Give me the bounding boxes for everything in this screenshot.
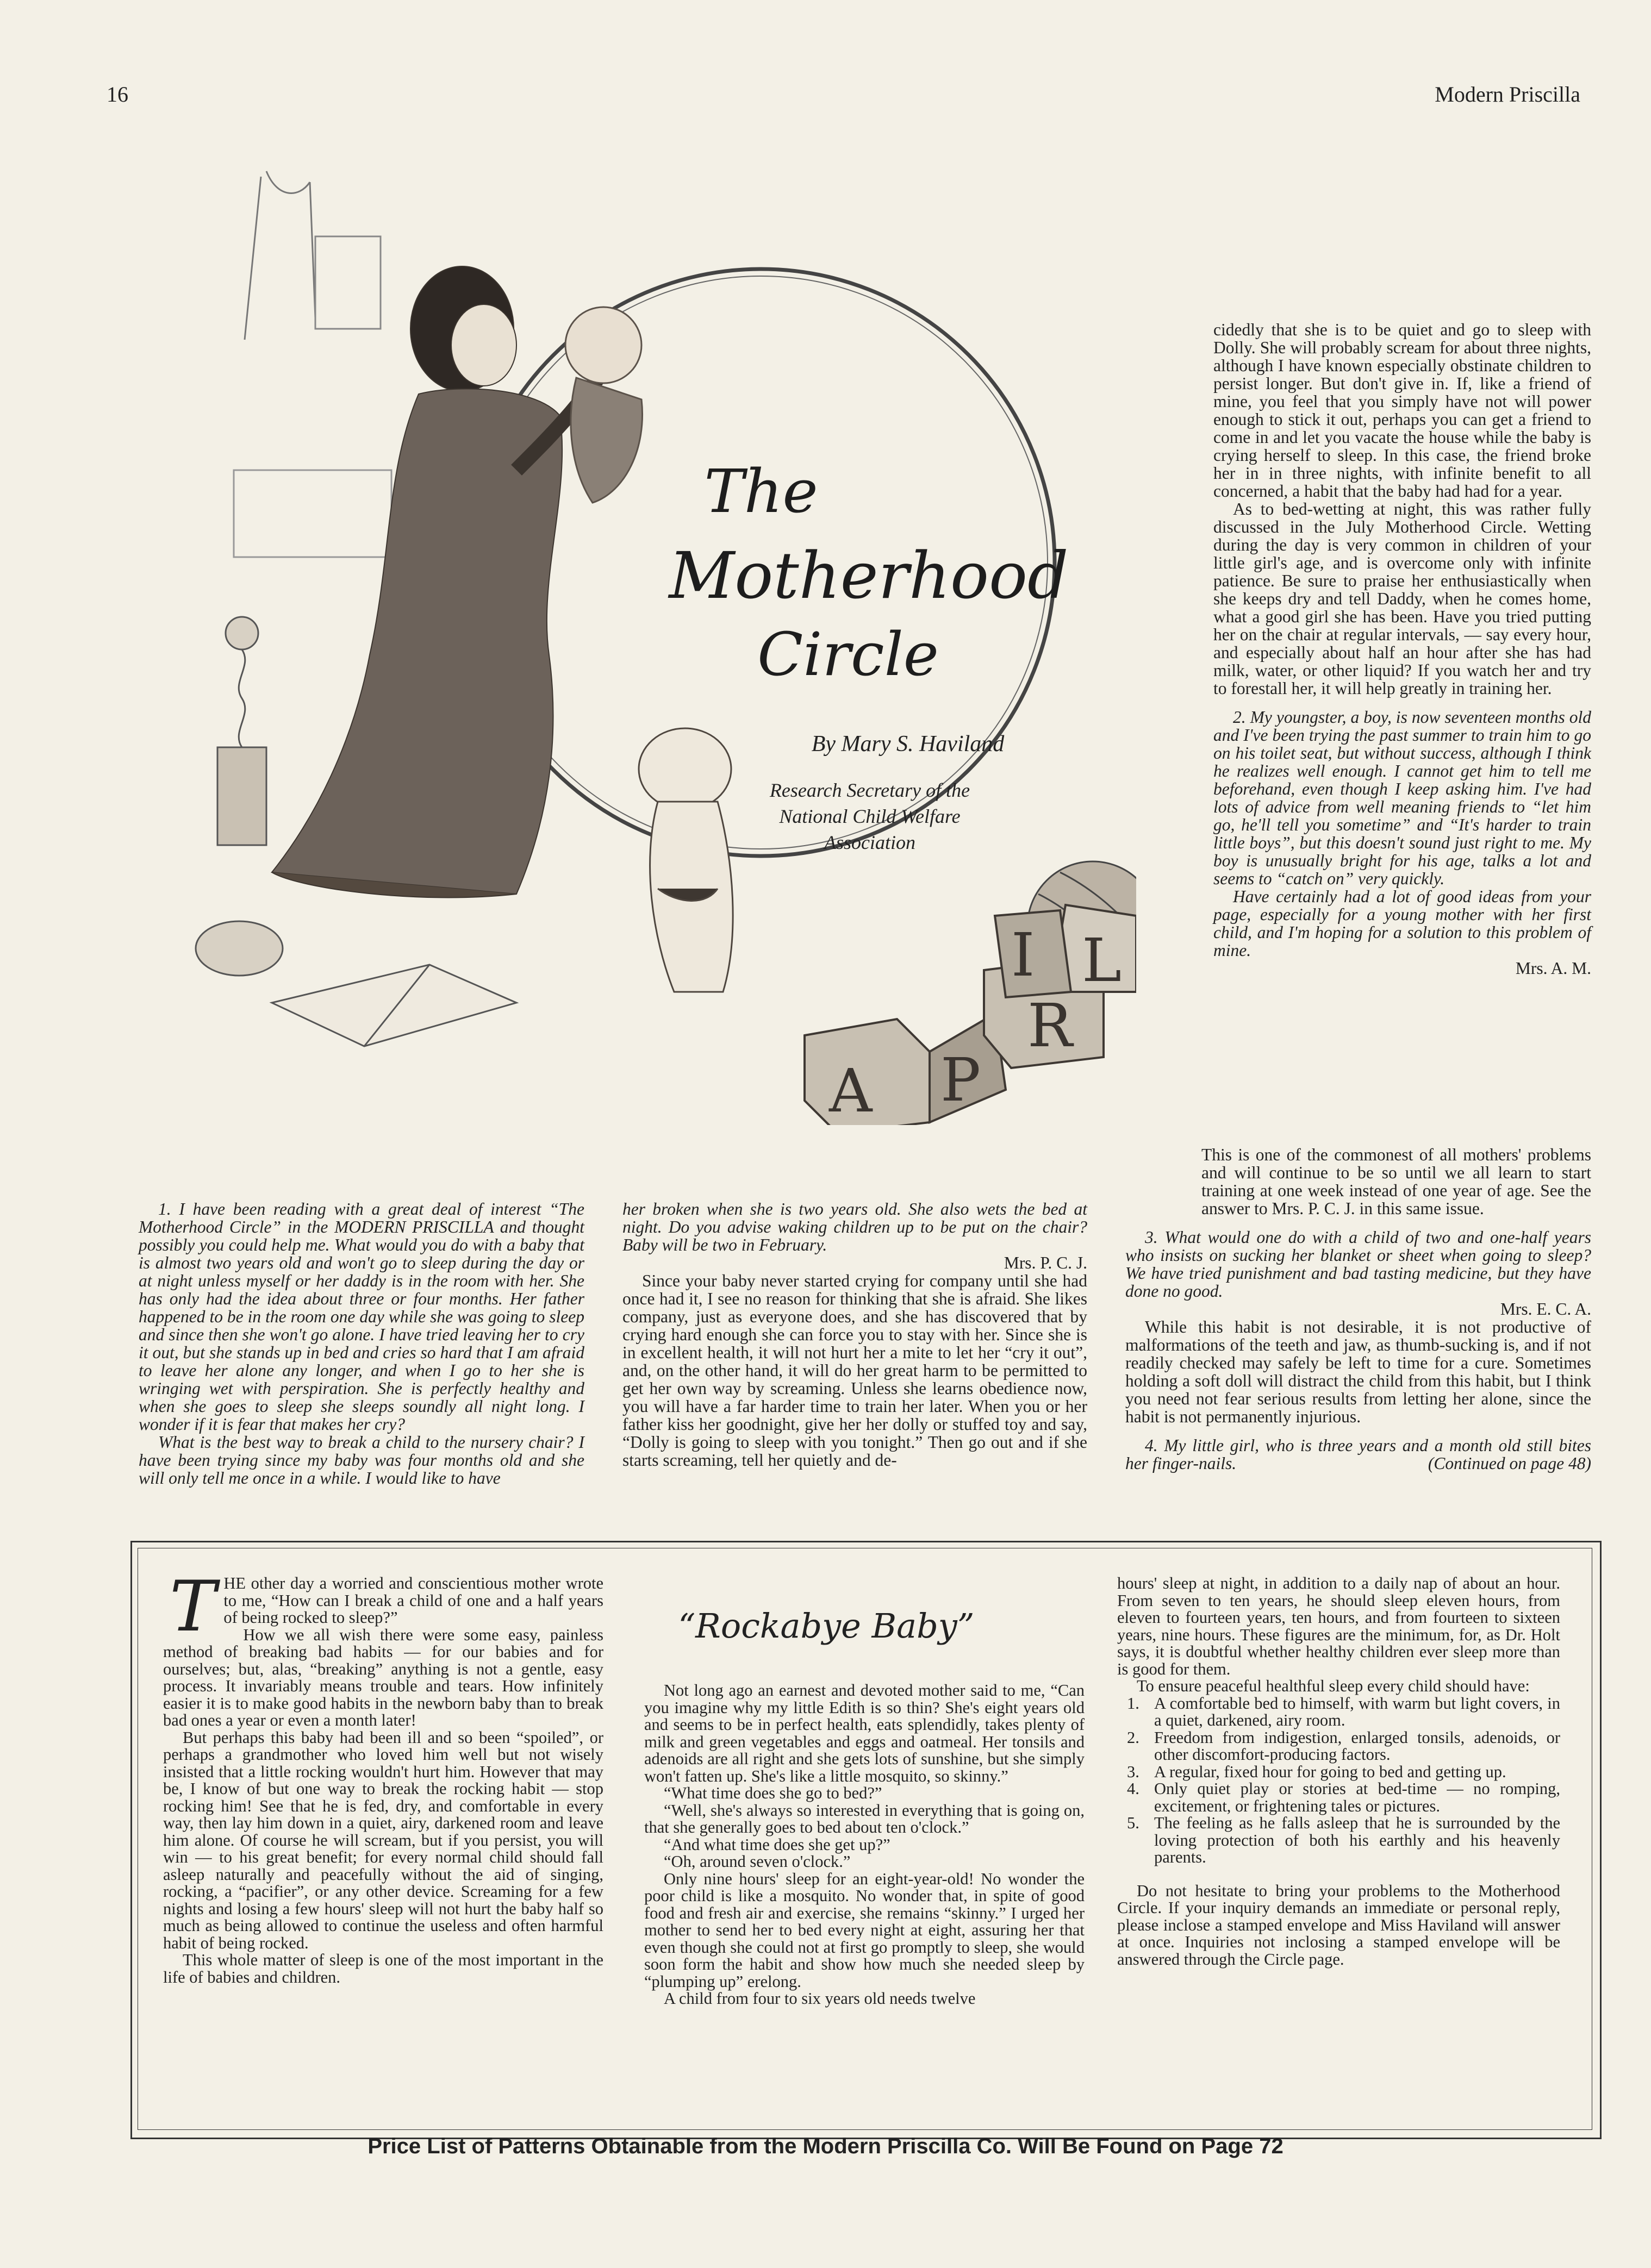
article-column-right: [1213, 321, 1591, 977]
list-number: 1.: [1127, 1694, 1139, 1713]
answer-1: Since your baby never started crying for company until she had once had it, I see no reason for thinking that she is afraid. She likes company, just as everyone does, and she has discovered that by crying hard enough she can force you to stay with her. Since she is in excellent health, it will not hurt her a mite to let her “cry it out”, and, on the other hand, it will do her great harm to be permitted to get her own way by screaming. Unless she learns obedience now, you will have a far harder time to train her later. When you or her father kiss her goodnight, give her her dolly or stuffed toy and say, “Dolly is going to sleep with you tonight.” Then go out and if she starts screaming, tell her quietly and de-: [622, 1271, 1087, 1470]
role-line: Research Secretary of the: [769, 779, 970, 801]
answer-3: While this habit is not desirable, it is not productive of malformations of the teeth and jaw, as thumb-sucking is, and if not readily checked may safely be left to time for a cure. Sometimes holding a soft doll will distract the child from this habit, but I think you need not fear serious results from letting her alone, since the habit is not permanently injurious.: [1125, 1317, 1591, 1426]
box-title: “Rockabye Baby”: [678, 1606, 975, 1646]
magazine-name: Modern Priscilla: [1435, 82, 1580, 107]
footer-notice: Price List of Patterns Obtainable from the Modern Priscilla Co. Will Be Found on Page 72: [367, 2134, 1284, 2158]
title-motherhood: Motherhood: [669, 538, 1069, 613]
title-circle: Circle: [757, 620, 939, 689]
block-letter: A: [829, 1056, 873, 1125]
question-3: 3. What would one do with a child of two and one-half years who insists on sucking her blanket or sheet when going to sleep? We have tried punishment and bad tasting medicine, but they have done no good.: [1125, 1228, 1591, 1301]
box-paragraph: “Oh, around seven o'clock.”: [664, 1852, 851, 1871]
list-text: A comfortable bed to himself, with warm but light covers, in a quiet, darkened, airy room.: [1154, 1694, 1560, 1729]
sleep-needs-list: [1117, 1695, 1560, 1866]
list-item: [1117, 1780, 1560, 1815]
question-1: 1. I have been reading with a great deal of interest “The Motherhood Circle” in the MODERN PRISCILLA and thought possibly you could help me. What would you do with a baby that is almost two years old and won't go to sleep during the day or at night unless myself or her daddy is in the room with her. She has only had the idea about three or four months. Her father happened to be in the room one day while she was going to sleep and since then she won't go alone. I have tried leaving her to cry it out, but she stands up in bed and cries so hard that I am afraid to leave her alone any longer, and when I go to her she is wringing wet with perspiration. She is perfectly healthy and when she goes to sleep she sleeps soundly all night long. I wonder if it is fear that makes her cry?: [139, 1199, 584, 1434]
role-line: Association: [824, 832, 915, 853]
box-paragraph: How we all wish there were some easy, painless method of breaking bad habits — for our babies and for ourselves; but, alas, “breaking” anything is not a gentle, easy process. It invariably means trouble and tears. How infinitely easier it is to make good habits in the newborn baby than to break bad ones a year or even a month later!: [163, 1625, 603, 1729]
question-2: 2. My youngster, a boy, is now seventeen months old and I've been trying the past summer to train him to go on his toilet seat, but without success, although I think he realizes well enough. I cannot get him to tell me beforehand, even though I keep asking him. I've had lots of advice from well meaning friends to “let him go, he'll tell you sometime” and “It's harder to train little boys”, but this doesn't sound just right to me. My boy is unusually bright for his age, talks a lot and seems to “catch on” very quickly.: [1213, 708, 1591, 888]
box-paragraph: A child from four to six years old needs twelve: [664, 1989, 976, 2008]
box-paragraph: HE other day a worried and conscientious mother wrote to me, “How can I break a child of one and a half years of being rocked to sleep?”: [223, 1574, 603, 1627]
box-paragraph: “Well, she's always so interested in everything that is going on, that she generally goes to bed about ten o'clock.”: [644, 1801, 1085, 1836]
question-4: [1125, 1436, 1591, 1472]
signature: Mrs. E. C. A.: [1500, 1299, 1591, 1319]
box-paragraph: To ensure peaceful healthful sleep every child should have:: [1137, 1677, 1530, 1695]
question-2-b: Have certainly had a lot of good ideas from your page, especially for a young mother with her first child, and I'm hoping for a solution to this problem of mine.: [1213, 887, 1591, 960]
block-letter: I: [1011, 920, 1035, 990]
list-item: [1117, 1815, 1560, 1866]
list-text: Only quiet play or stories at bed-time — no romping, excitement, or frightening tales or pictures.: [1154, 1779, 1560, 1815]
list-number: 3.: [1127, 1762, 1139, 1781]
box-column-left: [163, 1566, 603, 1986]
article-column-middle: [622, 1200, 1087, 1469]
continued-note: (Continued on page 48): [1428, 1454, 1591, 1473]
list-text: A regular, fixed hour for going to bed and getting up.: [1154, 1762, 1506, 1781]
role-line: National Child Welfare: [779, 805, 961, 827]
page-number: 16: [107, 82, 128, 107]
block-letter: L: [1082, 926, 1122, 995]
block-letter: R: [1027, 991, 1073, 1060]
box-column-right: [1117, 1575, 1560, 1968]
title-the: The: [704, 457, 818, 526]
block-letter: P: [940, 1045, 981, 1115]
list-item: [1117, 1695, 1560, 1729]
box-column-middle: [644, 1682, 1085, 2008]
article-column-left: [139, 1200, 584, 1487]
list-number: 4.: [1127, 1779, 1139, 1798]
drop-cap: T: [170, 1566, 216, 1647]
byline: By Mary S. Haviland: [811, 732, 1005, 757]
answer-1-continued: cidedly that she is to be quiet and go to sleep with Dolly. She will probably scream for about three nights, although I have known especially obstinate children to persist longer. But don't give in. If, like a friend of mine, you feel that you simply have not will power enough to stick it out, perhaps you can get a friend to come in and let you vacate the house while the baby is crying herself to sleep. In this case, the friend broke her in in three nights, with infinite benefit to all concerned, a habit that the baby had had for a year.: [1213, 320, 1591, 501]
box-paragraph: But perhaps this baby had been ill and so been “spoiled”, or perhaps a grandmother who loved him well but not wisely insisted that a little rocking wouldn't hurt him. However that may be, I know of but one way to break the rocking habit — stop rocking him! See that he is fed, dry, and comfortable in every way, then lay him down in a quiet, airy, darkened room and leave him alone. Of course he will scream, but if you persist, you will win — to his great benefit; for every normal child should fall asleep naturally and peacefully without the aid of singing, rocking, a “pacifier”, or any other device. Screaming for a few nights and losing a few hours' sleep will not hurt the baby half so much as being allowed to continue the useless and often harmful habit of being rocked.: [163, 1728, 603, 1952]
box-paragraph: Do not hesitate to bring your problems to the Motherhood Circle. If your inquiry demands an immediate or personal reply, please inclose a stamped envelope and Miss Haviland will answer at once. Inquiries not inclosing a stamped envelope will be answered through the Circle page.: [1117, 1881, 1560, 1969]
question-4-text: 4. My little girl, who is three years and a month old still bites her finger-nails.: [1125, 1436, 1591, 1473]
list-item: [1117, 1764, 1560, 1781]
list-text: The feeling as he falls asleep that he is surrounded by the loving protection of both his earthly and his heavenly parents.: [1154, 1814, 1560, 1866]
list-number: 2.: [1127, 1728, 1139, 1747]
box-paragraph: This whole matter of sleep is one of the most important in the life of babies and children.: [163, 1951, 603, 1986]
list-text: Freedom from indigestion, enlarged tonsils, adenoids, or other discomfort-producing factors.: [1154, 1728, 1560, 1764]
author-role: [723, 777, 1017, 855]
signature: Mrs. A. M.: [1515, 959, 1591, 978]
answer-2: This is one of the commonest of all mothers' problems and will continue to be so until we all learn to start training at one week instead of one year of age. See the answer to Mrs. P. C. J. in this same issue.: [1201, 1145, 1591, 1218]
signature: Mrs. P. C. J.: [1004, 1253, 1087, 1272]
box-paragraph: Not long ago an earnest and devoted mother said to me, “Can you imagine why my little Edith is so thin? She's eight years old and seems to be in perfect health, eats splendidly, takes plenty of milk and green vegetables and eggs and oatmeal. Her tonsils and adenoids are all right and she gets lots of sunshine, but she simply won't fatten up. She's like a little mosquito, so skinny.”: [644, 1681, 1085, 1785]
question-1-c: her broken when she is two years old. She also wets the bed at night. Do you advise waking children up to be put on the chair? Baby will be two in February.: [622, 1199, 1087, 1254]
box-paragraph: Only nine hours' sleep for an eight-year-old! No wonder the poor child is like a mosquito. No wonder that, in spite of good food and fresh air and exercise, she remains “skinny.” I urged her mother to send her to bed every night at eight, assuring her that even though she could not at first go promptly to sleep, she would soon form the habit and show how much she needed sleep by “plumping up” erelong.: [644, 1869, 1085, 1991]
box-paragraph: “What time does she go to bed?”: [664, 1784, 882, 1802]
list-item: [1117, 1729, 1560, 1764]
list-number: 5.: [1127, 1814, 1139, 1832]
answer-1-bedwetting: As to bed-wetting at night, this was rather fully discussed in the July Motherhood Circle. Wetting during the day is very common in children of your little girl's age, and is overcome only with infinite patience. Be sure to praise her enthusiastically when she keeps dry and tell Daddy, when he comes home, what a good girl she has been. Have you tried putting her on the chair at regular intervals, — say every hour, and especially about half an hour after she has had milk, water, or other liquid? If you watch her and try to forestall her, it will help greatly in training her.: [1213, 499, 1591, 698]
question-1-b: What is the best way to break a child to the nursery chair? I have been trying since my baby was four months old and she will only tell me once in a while. I would like to have: [139, 1433, 584, 1488]
box-paragraph: “And what time does she get up?”: [664, 1835, 890, 1854]
box-paragraph: hours' sleep at night, in addition to a daily nap of about an hour. From seven to ten years, he should sleep eleven hours, from eleven to fourteen years, ten hours, and from fourteen to sixteen years, nine hours. These figures are the minimum, for, as Dr. Holt says, it is doubtful whether healthy children ever sleep more than is good for them.: [1117, 1574, 1560, 1678]
article-column-right-lower: [1125, 1146, 1591, 1472]
